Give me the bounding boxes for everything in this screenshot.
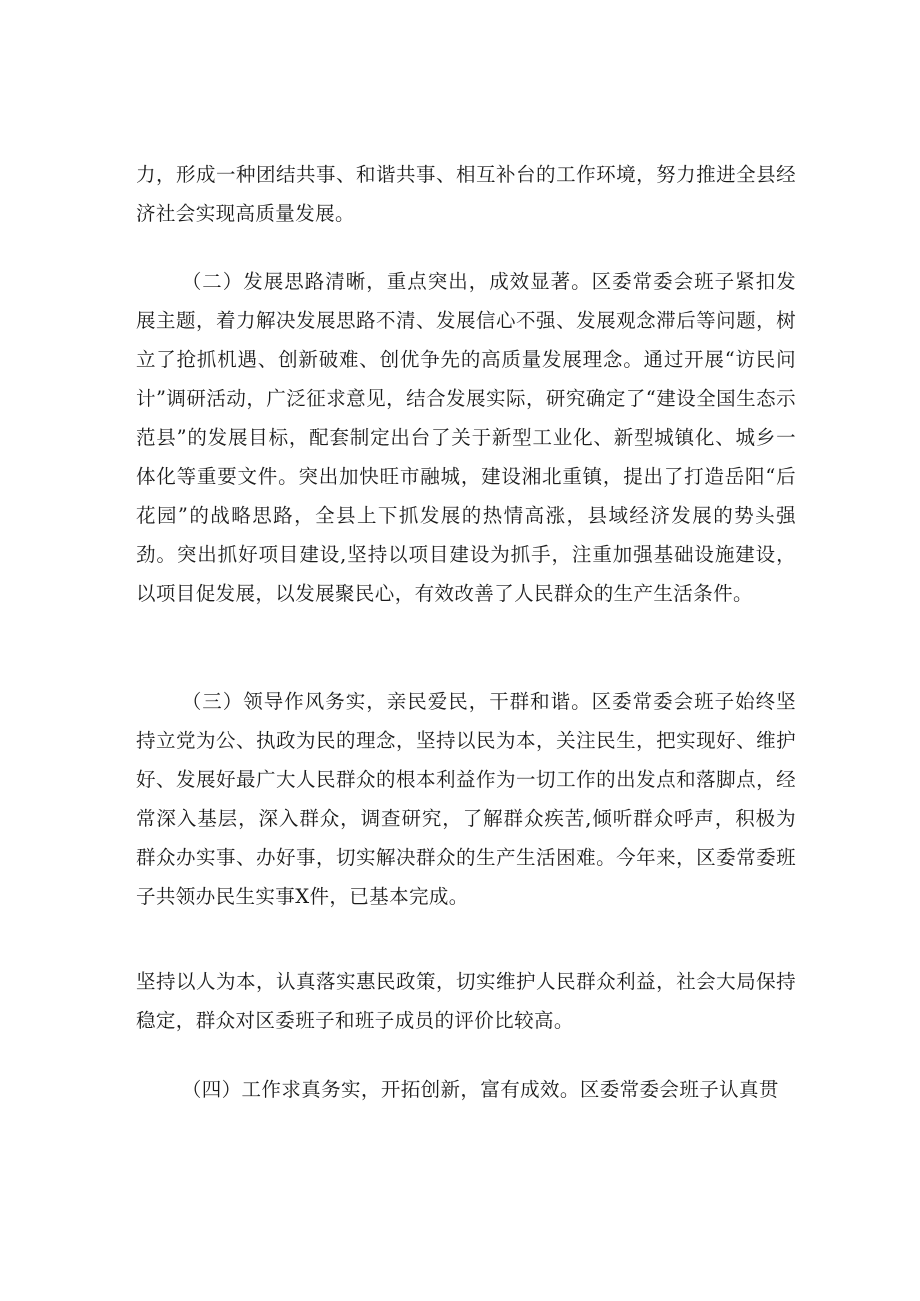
paragraph-section-3: （三）领导作风务实，亲民爱民，干群和谐。区委常委会班子始终坚持立党为公、执政为民的理念，坚持以民为本，关注民生，把实现好、维护好、发展好最广大人民群众的根本利益作为一切工作的出发点和落脚点，经常深入基层，深入群众，调查研究，了解群众疾苦,倾听群众呼声，积极为群众办实事、办好事，切实解决群众的生产生活困难。今年来，区委常委班子共领办民生实事X件，已基本完成。: [136, 690, 796, 908]
paragraph-people-oriented: 坚持以人为本，认真落实惠民政策，切实维护人民群众利益，社会大局保持稳定，群众对区委班子和班子成员的评价比较高。: [136, 970, 796, 1032]
paragraph-section-2: （二）发展思路清晰，重点突出，成效显著。区委常委会班子紧扣发展主题，着力解决发展思路不清、发展信心不强、发展观念滞后等问题，树立了抢抓机遇、创新破难、创优争先的高质量发展理念。通过开展“访民问计”调研活动，广泛征求意见，结合发展实际，研究确定了“建设全国生态示范县”的发展目标，配套制定出台了关于新型工业化、新型城镇化、城乡一体化等重要文件。突出加快旺市融城，建设湘北重镇，提出了打造岳阳“后花园”的战略思路，全县上下抓发展的热情高涨，县域经济发展的势头强劲。突出抓好项目建设,坚持以项目建设为抓手，注重加强基础设施建设，以项目促发展，以发展聚民心，有效改善了人民群众的生产生活条件。: [136, 270, 796, 605]
paragraph-section-4: （四）工作求真务实，开拓创新，富有成效。区委常委会班子认真贯: [181, 1078, 779, 1101]
paragraph-continuation: 力，形成一种团结共事、和谐共事、相互补台的工作环境，努力推进全县经济社会实现高质量发展。: [136, 163, 796, 225]
